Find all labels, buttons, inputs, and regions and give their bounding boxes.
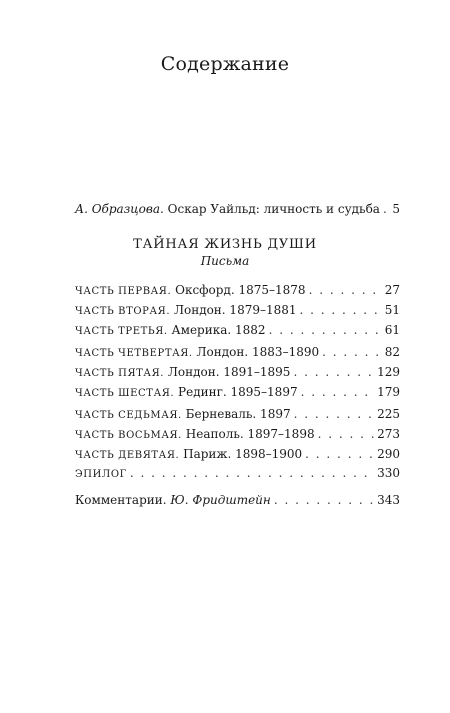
toc-page-number: 27 <box>384 283 400 297</box>
page-title: Содержание <box>160 53 290 75</box>
dot-leader <box>318 426 376 442</box>
toc-entry-author: А. Образцова. <box>75 202 164 216</box>
part-label: ЧАСТЬ ЧЕТВЕРТАЯ. <box>75 348 193 359</box>
part-label: ЧАСТЬ ПЯТАЯ. <box>75 368 165 379</box>
toc-entry-title <box>75 364 290 382</box>
part-text: Америка. 1882 <box>171 323 266 337</box>
toc-entry-title <box>75 282 306 300</box>
toc-entry-part-4[interactable] <box>75 344 400 362</box>
toc-page-number: 273 <box>377 427 400 441</box>
part-text: Лондон. 1883–1890 <box>196 345 320 359</box>
part-text: Неаполь. 1897–1898 <box>185 427 315 441</box>
part-label: ЧАСТЬ ШЕСТАЯ. <box>75 388 175 399</box>
dot-leader <box>301 384 376 400</box>
comments-text: Комментарии. <box>75 493 167 507</box>
part-text: Лондон. 1891–1895 <box>167 365 291 379</box>
toc-entry-title <box>75 492 271 508</box>
toc-entry-title <box>75 384 298 402</box>
toc-entry-epilogue[interactable] <box>75 465 400 483</box>
toc-entry-part-5[interactable] <box>75 364 400 382</box>
toc-entry-comments[interactable] <box>75 492 400 508</box>
dot-leader <box>130 465 375 481</box>
toc-entry-part-3[interactable] <box>75 322 400 340</box>
toc-entry-intro[interactable] <box>75 201 400 217</box>
dot-leader <box>294 406 376 422</box>
part-text: Оксфорд. 1875–1878 <box>175 283 306 297</box>
epilogue-label: ЭПИЛОГ <box>75 469 127 480</box>
toc-entry-title <box>75 344 319 362</box>
toc-page-number: 51 <box>384 303 400 317</box>
part-text: Париж. 1898–1900 <box>183 447 303 461</box>
comments-author: Ю. Фридштейн <box>170 493 271 507</box>
dot-leader <box>300 302 383 318</box>
toc-entry-title <box>75 406 291 424</box>
toc-entry-text: Оскар Уайльд: личность и судьба <box>167 202 380 216</box>
toc-page-number: 225 <box>377 407 400 421</box>
part-text: Лондон. 1879–1881 <box>173 303 297 317</box>
part-label: ЧАСТЬ ТРЕТЬЯ. <box>75 326 168 337</box>
part-label: ЧАСТЬ ВОСЬМАЯ. <box>75 430 182 441</box>
toc-entry-title <box>75 446 302 464</box>
part-text: Рединг. 1895–1897 <box>178 385 298 399</box>
toc-page-number: 61 <box>384 323 400 337</box>
dot-leader <box>305 446 375 462</box>
part-label: ЧАСТЬ ПЕРВАЯ. <box>75 286 172 297</box>
toc-entry-part-2[interactable] <box>75 302 400 320</box>
toc-entry-part-6[interactable] <box>75 384 400 402</box>
toc-entry-part-9[interactable] <box>75 446 400 464</box>
part-label: ЧАСТЬ ДЕВЯТАЯ. <box>75 450 180 461</box>
toc-page-number: 343 <box>377 493 400 507</box>
dot-leader <box>293 364 375 380</box>
toc-page-number: 5 <box>392 202 400 216</box>
toc-entry-title <box>75 426 315 444</box>
dot-leader <box>309 282 383 298</box>
section-title: ТАЙНАЯ ЖИЗНЬ ДУШИ <box>133 237 317 252</box>
part-label: ЧАСТЬ ВТОРАЯ. <box>75 306 171 317</box>
section-subtitle: Письма <box>200 254 250 268</box>
toc-entry-title <box>75 201 380 217</box>
toc-entry-part-8[interactable] <box>75 426 400 444</box>
toc-entry-part-7[interactable] <box>75 406 400 424</box>
part-label: ЧАСТЬ СЕДЬМАЯ. <box>75 410 182 421</box>
toc-entry-title <box>75 302 297 320</box>
toc-entry-part-1[interactable] <box>75 282 400 300</box>
toc-page-number: 82 <box>384 345 400 359</box>
toc-page-number: 330 <box>377 466 400 480</box>
toc-page-number: 179 <box>377 385 400 399</box>
toc-entry-title <box>75 322 266 340</box>
toc-page-number: 290 <box>377 447 400 461</box>
dot-leader <box>274 492 375 508</box>
dot-leader <box>269 322 383 338</box>
dot-leader <box>383 201 390 217</box>
part-text: Берневаль. 1897 <box>185 407 291 421</box>
dot-leader <box>322 344 383 360</box>
toc-page-number: 129 <box>377 365 400 379</box>
